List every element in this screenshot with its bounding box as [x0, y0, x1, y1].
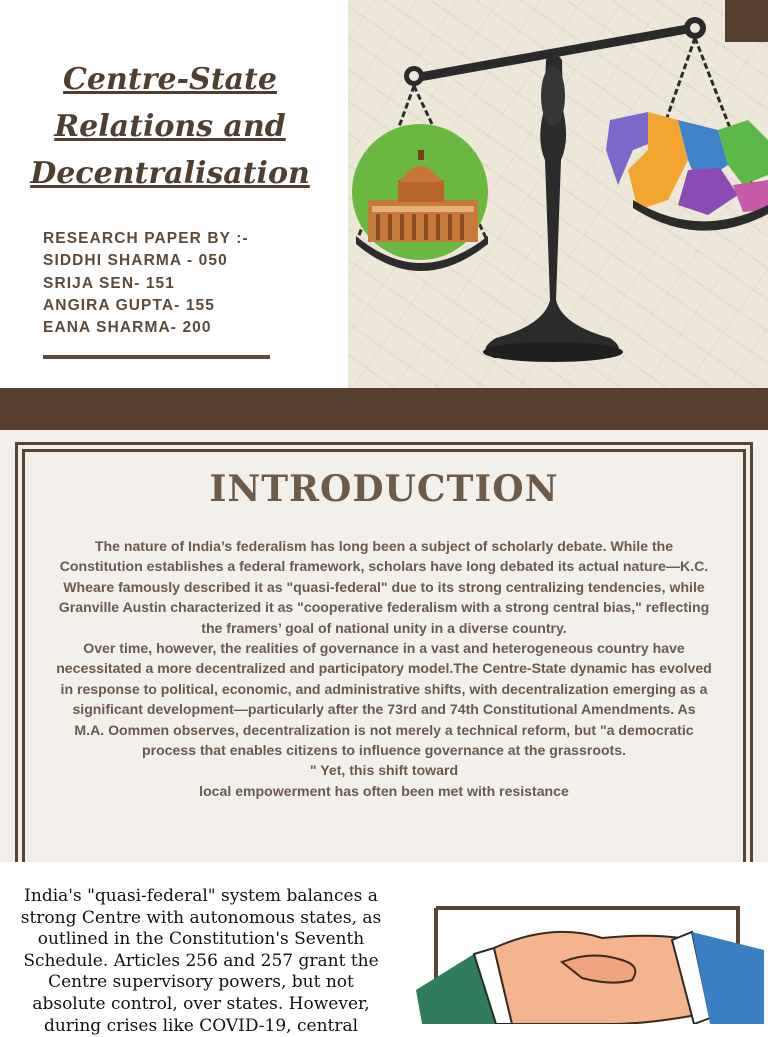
paper-title — [20, 56, 320, 197]
introduction-text — [32, 536, 736, 801]
handshake-icon — [412, 902, 768, 1024]
title-line-1: Centre-State — [63, 62, 277, 97]
introduction-heading: INTRODUCTION — [209, 468, 559, 510]
title-line-2: Relations and — [54, 109, 286, 144]
intro-line: " Yet, this shift toward — [309, 762, 459, 779]
intro-line: The nature of India’s federalism has long been a subject of scholarly debate. While the — [94, 538, 674, 554]
intro-line: Over time, however, the realities of governance in a vast and heterogeneous country have — [83, 640, 685, 657]
intro-line: local empowerment has often been met with resistance — [199, 782, 569, 799]
body-line: strong Centre with autonomous states, as — [20, 907, 382, 928]
body-paragraph — [20, 886, 382, 1037]
author-divider — [43, 355, 270, 359]
intro-line: in response to political, economic, and administrative shifts, with decentralization emerging as a — [60, 680, 708, 697]
body-line: outlined in the Constitution's Seventh — [37, 929, 365, 950]
intro-line: significant development—particularly after the 73rd and 74th Constitutional Amendments. As — [72, 701, 696, 718]
body-line: absolute control, over states. However, — [32, 993, 370, 1014]
intro-line: Wheare famously described it as "quasi-federal" due to its strong centralizing tendencies, while — [63, 578, 705, 595]
author-entry: SRIJA SEN- 151 — [43, 274, 175, 292]
author-entry: ANGIRA GUPTA- 155 — [43, 296, 215, 314]
author-list — [43, 228, 249, 339]
cover-header — [0, 0, 768, 388]
scale-icon — [348, 0, 768, 388]
header-divider-band — [0, 388, 768, 430]
intro-line: Constitution establishes a federal framework, scholars have long debated its actual nature—K.C. — [59, 558, 709, 575]
body-line: Schedule. Articles 256 and 257 grant the — [23, 950, 379, 971]
intro-line: M.A. Oommen observes, decentralization is not merely a technical reform, but "a democratic — [74, 721, 694, 738]
corner-accent — [725, 0, 768, 42]
author-heading: RESEARCH PAPER BY :- — [43, 230, 249, 247]
author-entry: EANA SHARMA- 200 — [43, 319, 212, 337]
intro-line: Granville Austin characterized it as "cooperative federalism with a strong central bias," reflecting — [58, 599, 710, 616]
introduction-section — [0, 430, 768, 862]
title-line-3: Decentralisation — [30, 156, 310, 191]
body-line: Centre supervisory powers, but not — [48, 972, 354, 993]
body-line: during crises like COVID-19, central — [43, 1015, 359, 1036]
body-section — [0, 862, 768, 1036]
author-entry: SIDDHI SHARMA - 050 — [43, 252, 228, 270]
scale-balance-illustration — [348, 0, 768, 388]
body-line: India's "quasi-federal" system balances a — [24, 886, 378, 906]
intro-line: the framers’ goal of national unity in a diverse country. — [201, 619, 567, 636]
intro-line: process that enables citizens to influence governance at the grassroots. — [141, 742, 627, 759]
intro-line: necessitated a more decentralized and participatory model.The Centre-State dynamic has evolved — [56, 660, 712, 677]
